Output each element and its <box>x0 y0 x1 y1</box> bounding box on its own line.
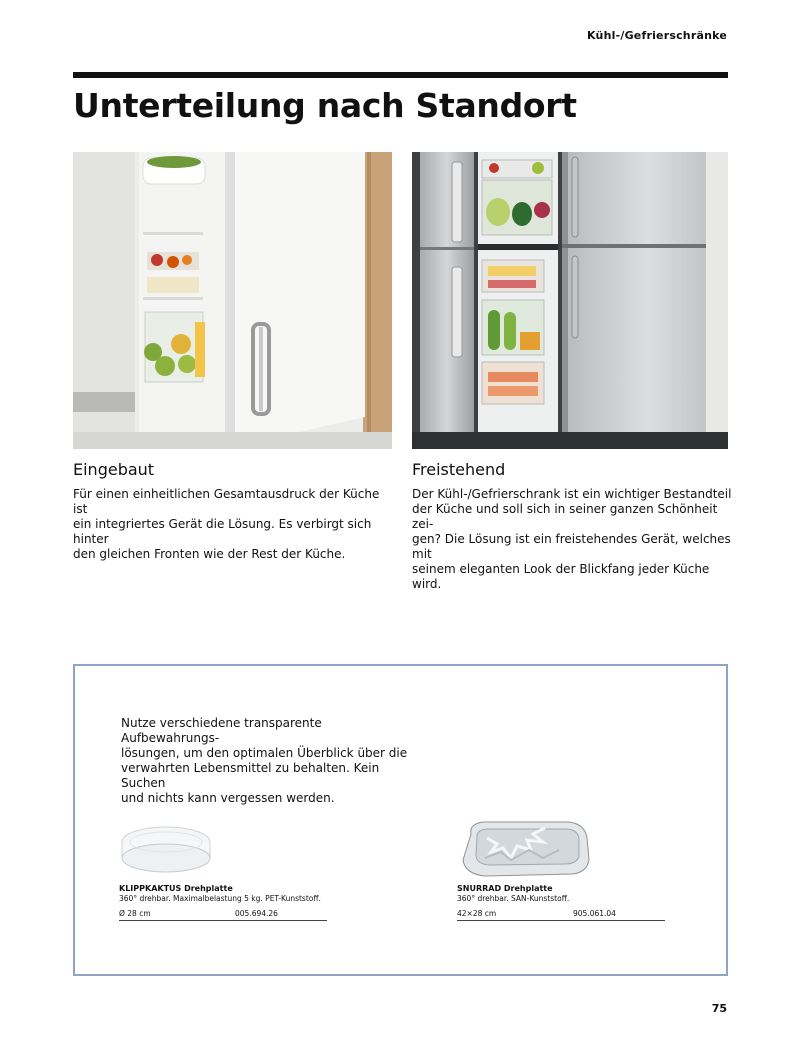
product-article-number: 005.694.26 <box>235 909 278 918</box>
freestanding-text <box>412 487 732 592</box>
product-size: Ø 28 cm <box>119 909 151 918</box>
text-line: lösungen, um den optimalen Überblick über die <box>121 746 408 760</box>
text-line: den gleichen Fronten wie der Rest der Küche. <box>73 547 346 561</box>
text-line: Der Kühl-/Gefrierschrank ist ein wichtiger Bestandteil <box>412 487 732 501</box>
product-snurrad[interactable] <box>457 816 665 921</box>
text-line: Für einen einheitlichen Gesamtausdruck der Küche ist <box>73 487 380 516</box>
text-line: der Küche und soll sich in seiner ganzen Schönheit zei- <box>412 502 718 531</box>
page-title: Unterteilung nach Standort <box>73 86 577 125</box>
product-description: 360° drehbar. SAN-Kunststoff. <box>457 894 570 903</box>
text-line: seinem eleganten Look der Blickfang jeder Küche wird. <box>412 562 710 591</box>
text-line: Nutze verschiedene transparente Aufbewahrungs- <box>121 716 322 745</box>
top-rule <box>73 72 728 78</box>
product-description: 360° drehbar. Maximalbelastung 5 kg. PET-Kunststoff. <box>119 894 321 903</box>
freestanding-fridge-photo <box>412 152 728 449</box>
text-line: gen? Die Lösung ist ein freistehendes Gerät, welches mit <box>412 532 731 561</box>
text-line: verwahrten Lebensmittel zu behalten. Kein Suchen <box>121 761 380 790</box>
text-line: ein integriertes Gerät die Lösung. Es verbirgt sich hinter <box>73 517 372 546</box>
freestanding-heading: Freistehend <box>412 460 506 479</box>
section-label: Kühl-/Gefrierschränke <box>587 29 727 42</box>
product-meta-row <box>119 903 327 921</box>
product-name: KLIPPKAKTUS Drehplatte <box>119 884 233 893</box>
product-size: 42×28 cm <box>457 909 497 918</box>
text-line: und nichts kann vergessen werden. <box>121 791 335 805</box>
product-klippkaktus[interactable] <box>119 816 327 921</box>
built-in-heading: Eingebaut <box>73 460 155 479</box>
storage-tip-text <box>121 716 421 806</box>
built-in-fridge-photo <box>73 152 392 449</box>
klippkaktus-image <box>119 816 327 884</box>
page-number: 75 <box>711 1002 727 1015</box>
product-meta-row <box>457 903 665 921</box>
product-article-number: 905.061.04 <box>573 909 616 918</box>
product-name: SNURRAD Drehplatte <box>457 884 553 893</box>
storage-tip-box <box>73 664 728 976</box>
snurrad-image <box>457 816 665 884</box>
built-in-text <box>73 487 393 562</box>
